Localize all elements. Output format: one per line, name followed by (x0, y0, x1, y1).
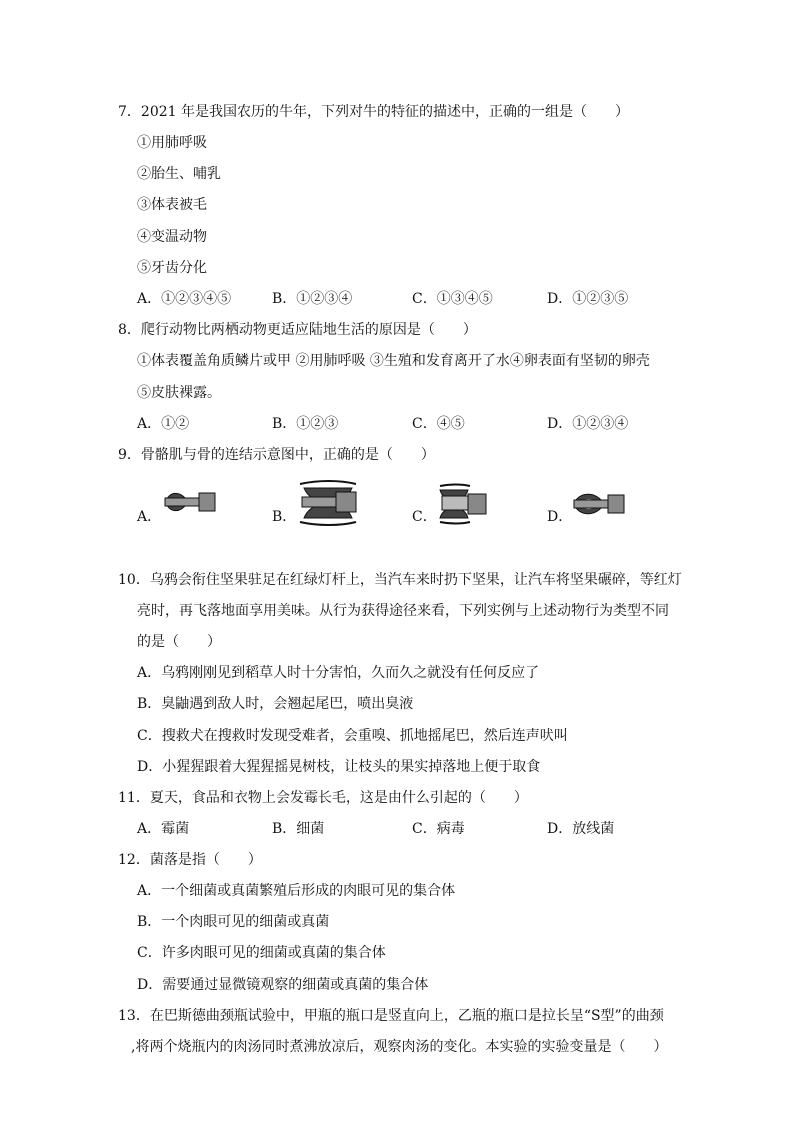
q12-option-d: D．需要通过显微镜观察的细菌或真菌的集合体 (137, 977, 429, 993)
q10-option-a: A．乌鸦刚刚见到稻草人时十分害怕，久而久之就没有任何反应了 (137, 665, 540, 681)
figure-c-muscle-bone-diagram (436, 482, 490, 526)
q7-option-a: A．①②③④⑤ (137, 291, 232, 307)
q7-item-3: ③体表被毛 (137, 197, 207, 213)
q13-stem-line-2: ,将两个烧瓶内的肉汤同时煮沸放凉后，观察肉汤的变化。本实验的实验变量是（ ） (131, 1039, 668, 1055)
q7-item-2: ②胎生、哺乳 (137, 166, 221, 182)
q11-option-b: B．细菌 (272, 821, 325, 837)
q8-stem: 8．爬行动物比两栖动物更适应陆地生活的原因是（ ） (118, 322, 477, 338)
q12-option-c: C．许多肉眼可见的细菌或真菌的集合体 (137, 945, 386, 961)
figure-d-muscle-bone-diagram (570, 484, 628, 526)
q10-option-b: B．臭鼬遇到敌人时，会翘起尾巴，喷出臭液 (137, 696, 414, 712)
q12-option-b: B．一个肉眼可见的细菌或真菌 (137, 914, 330, 930)
q10-stem-line-3: 的是（ ） (137, 634, 221, 650)
q10-option-d: D．小猩猩跟着大猩猩摇晃树枝，让枝头的果实掉落地上便于取食 (137, 759, 541, 775)
q7-item-5: ⑤牙齿分化 (137, 260, 207, 276)
q9-option-c: C． (412, 509, 437, 525)
q8-option-c: C．④⑤ (412, 416, 465, 432)
q8-option-b: B．①②③ (272, 416, 339, 432)
figure-a-muscle-bone-diagram (162, 480, 218, 524)
q9-option-b: B． (272, 509, 297, 525)
q11-stem: 11．夏天，食品和衣物上会发霉长毛，这是由什么引起的（ ） (118, 790, 528, 806)
q9-option-a: A． (137, 509, 162, 525)
q11-option-c: C．病毒 (412, 821, 465, 837)
q8-option-d: D．①②③④ (547, 416, 629, 432)
q12-stem: 12．菌落是指（ ） (118, 852, 262, 868)
q8-option-a: A．①② (137, 416, 190, 432)
q7-option-b: B．①②③④ (272, 291, 353, 307)
q7-item-1: ①用肺呼吸 (137, 135, 207, 151)
q7-stem: 7．2021 年是我国农历的牛年，下列对牛的特征的描述中，正确的一组是（ ） (118, 104, 629, 120)
q10-stem-line-2: 亮时，再飞落地面享用美味。从行为获得途径来看，下列实例与上述动物行为类型不同 (137, 603, 669, 619)
q7-option-d: D．①②③⑤ (547, 291, 629, 307)
q11-option-d: D．放线菌 (547, 821, 615, 837)
q13-stem-line-1: 13．在巴斯德曲颈瓶试验中，甲瓶的瓶口是竖直向上，乙瓶的瓶口是拉长呈“S型”的曲颈 (118, 1008, 664, 1024)
q10-option-c: C．搜救犬在搜救时发现受难者，会重嗅、抓地摇尾巴，然后连声吠叫 (137, 728, 568, 744)
q11-option-a: A．霉菌 (137, 821, 190, 837)
q10-stem-line-1: 10．乌鸦会衔住坚果驻足在红绿灯杆上，当汽车来时扔下坚果，让汽车将坚果碾碎，等红灯 (118, 572, 682, 588)
q7-item-4: ④变温动物 (137, 229, 207, 245)
q9-stem: 9．骨骼肌与骨的连结示意图中，正确的是（ ） (118, 447, 435, 463)
figure-b-muscle-bone-diagram (298, 478, 360, 528)
q8-statements-line-1: ①体表覆盖角质鳞片或甲 ②用肺呼吸 ③生殖和发育离开了水④卵表面有坚韧的卵壳 (137, 353, 650, 369)
q8-statements-line-2: ⑤皮肤裸露。 (137, 385, 221, 401)
q9-option-d: D． (547, 509, 573, 525)
q12-option-a: A．一个细菌或真菌繁殖后形成的肉眼可见的集合体 (137, 883, 456, 899)
q7-option-c: C．①③④⑤ (412, 291, 493, 307)
